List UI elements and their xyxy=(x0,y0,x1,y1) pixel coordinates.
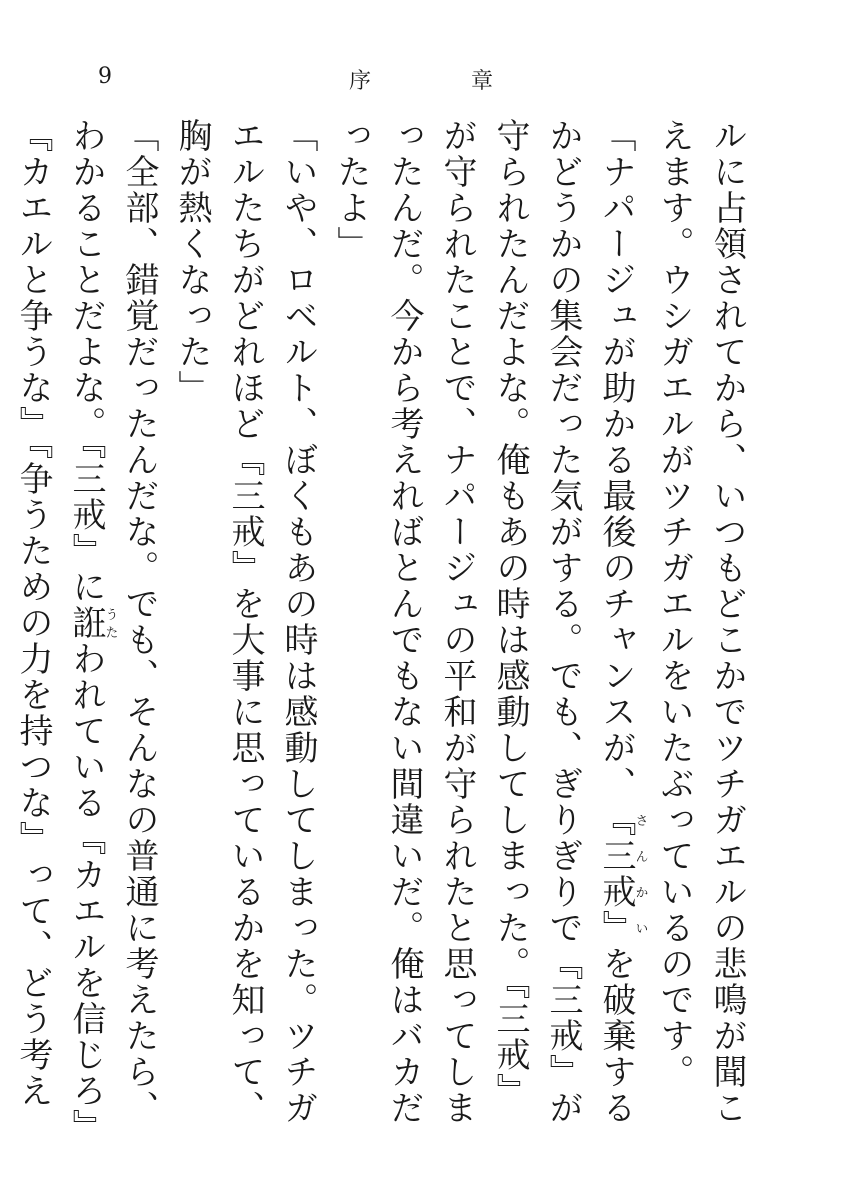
ruby-base: 『三戒』 xyxy=(596,802,636,946)
ruby-base: 錯覚 xyxy=(119,262,159,334)
paragraph xyxy=(324,118,647,1138)
chapter-title-char: 序 xyxy=(349,69,372,94)
paragraph xyxy=(647,118,753,1138)
ruby-base: 誑 xyxy=(66,605,106,641)
paragraph xyxy=(165,118,324,1138)
text-run: 「全部、 xyxy=(119,118,159,262)
text-run: 「ナパージュが助かる最後のチャンスが、 xyxy=(596,118,636,802)
ruby-annotated-word xyxy=(596,802,648,946)
text-run: ルに占領されてから、いつもどこかでツチガエルの悲鳴が聞こえます。ウシガエルがツチガエルをいたぶっているのです。 xyxy=(654,118,747,1126)
page-number: 9 xyxy=(98,64,112,89)
chapter-title-char: 章 xyxy=(470,69,493,94)
paragraph xyxy=(0,118,165,1138)
ruby-annotated-word xyxy=(66,605,118,641)
text-run: を破棄するかどうかの集会だった気がする。でも、ぎりぎりで『三戒』が守られたんだよな。俺もあの時は感動してしまった。『三戒』が守られたことで、ナパージュの平和が守られたと思ってしまったんだ。今から考えればとんでもない間違いだ。俺はバカだったよ」 xyxy=(331,118,636,1126)
text-run: 「いや、ロベルト、ぼくもあの時は感動してしまった。ツチガエルたちがどれほど『三戒』を大事に思っているかを知って、胸が熱くなった」 xyxy=(172,118,318,1126)
text-run: だったんだな。でも、そんなの普通に考えたら、わかることだよな。『三戒』に xyxy=(66,118,159,1126)
ruby-annotated-word xyxy=(119,262,159,334)
vertical-body-text xyxy=(13,118,753,1138)
text-run: われている『カエルを信じろ』『カエルと争うな』『争うための力を持つな』って、どう考え xyxy=(13,118,106,1128)
ruby-reading: さんかい xyxy=(632,802,648,946)
ruby-reading: うた xyxy=(102,605,118,641)
running-head xyxy=(349,64,493,95)
